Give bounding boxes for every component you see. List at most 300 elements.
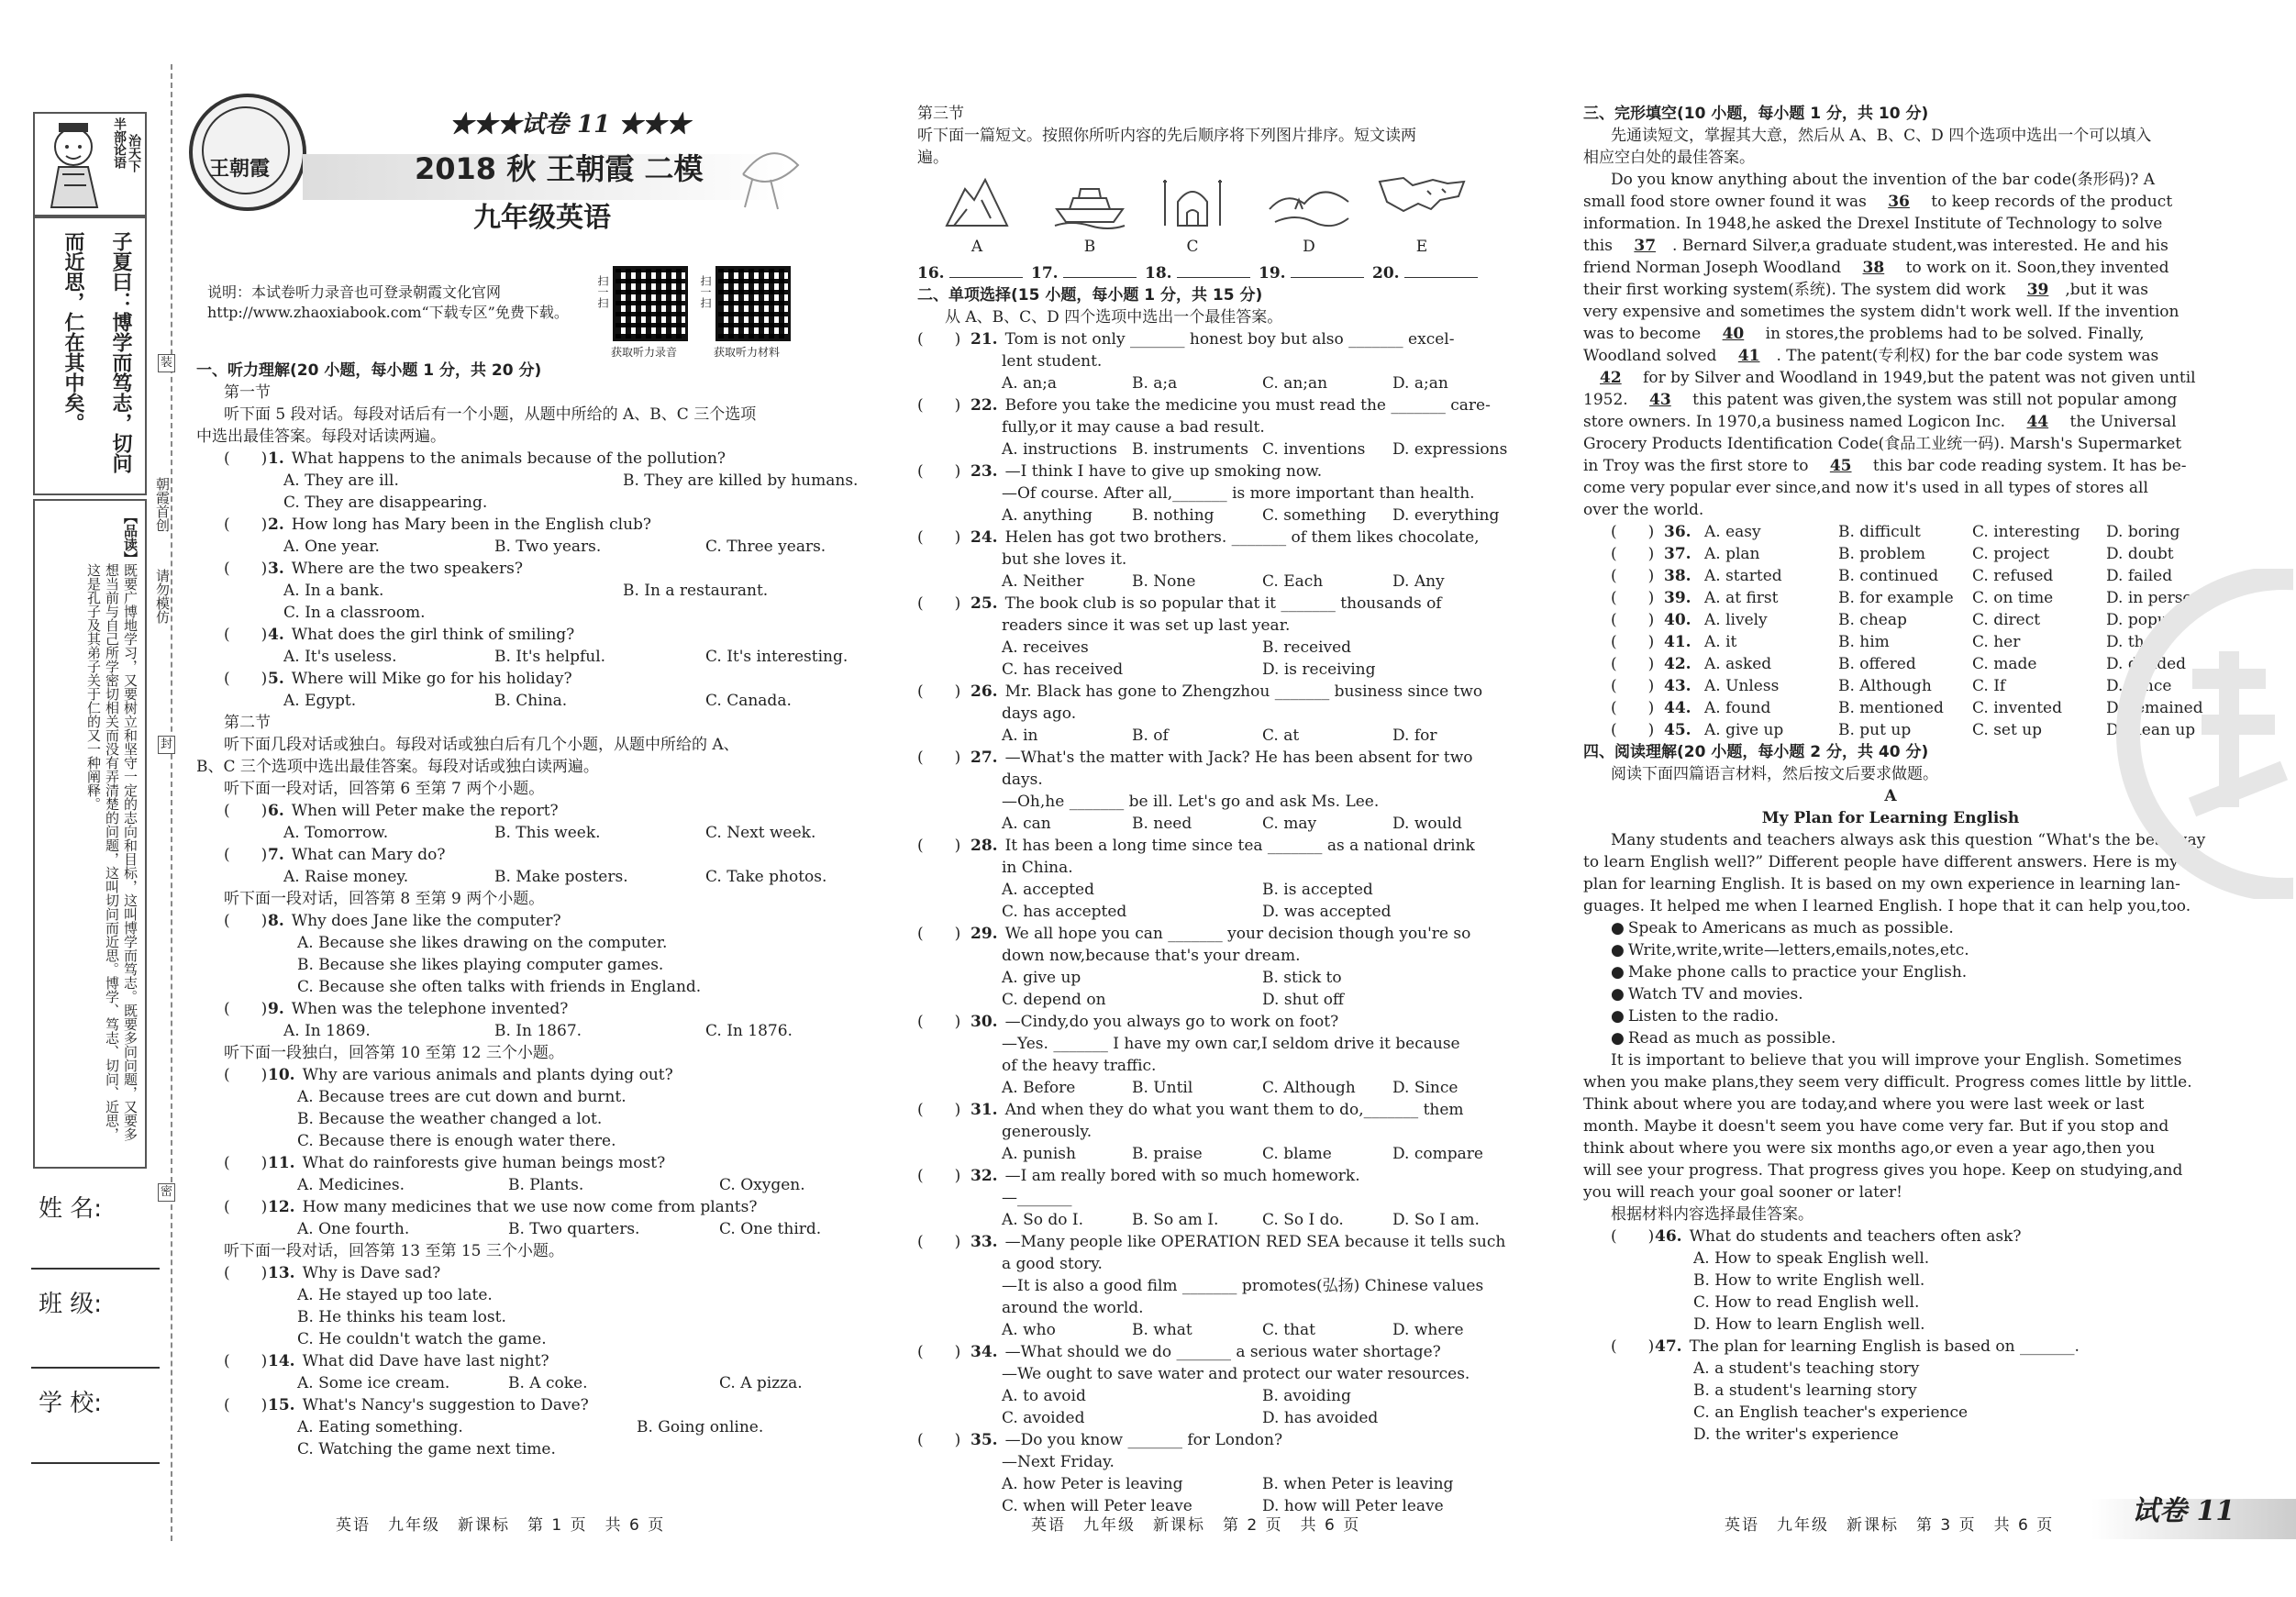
part-3-intro-1: 听下面一篇短文。按照你所听内容的先后顺序将下列图片排序。短文读两	[917, 127, 1416, 145]
question-34	[917, 1341, 1504, 1363]
q23-option[interactable]: B. nothing	[1132, 506, 1215, 525]
q8-option-c[interactable]: C. Because she often talks with friends in England.	[297, 978, 702, 996]
q32-option[interactable]: B. So am I.	[1132, 1211, 1219, 1229]
bullet-icon: ●	[1611, 941, 1625, 959]
q40-option[interactable]: A. lively	[1704, 611, 1768, 629]
q11-option-a[interactable]: A. Medicines.	[297, 1176, 405, 1194]
q43-option[interactable]: B. Although	[1838, 677, 1932, 695]
answer-paren[interactable]: ( )	[917, 1013, 961, 1031]
cloze-blank-42[interactable]: 42	[1600, 369, 1622, 387]
q39-option[interactable]: A. at first	[1704, 589, 1779, 607]
mosque-icon	[1156, 169, 1229, 229]
series-label: 半部论语	[112, 117, 127, 169]
q11-option-b[interactable]: B. Plants.	[508, 1176, 584, 1194]
q4-option-c[interactable]: C. It's interesting.	[705, 648, 849, 666]
question-stem-line: generously.	[1002, 1123, 1093, 1141]
passage-p2	[1583, 1049, 2198, 1203]
q2-option-c[interactable]: C. Three years.	[705, 538, 826, 556]
section-3-intro-1: 先通读短文，掌握其大意，然后从 A、B、C、D 四个选项中选出一个可以填入	[1611, 127, 2152, 145]
cloze-line: small food store owner found it was 36 to keep records of the product	[1583, 193, 2173, 211]
q1-option-b[interactable]: B. They are killed by humans.	[623, 471, 859, 490]
q25-option[interactable]: B. received	[1262, 638, 1352, 657]
bullet-icon: ●	[1611, 963, 1625, 981]
q34-option[interactable]: D. has avoided	[1262, 1409, 1379, 1427]
answer-paren[interactable]: ( )	[917, 1233, 961, 1251]
answer-paren[interactable]: ( )	[1611, 611, 1655, 629]
q14-option-b[interactable]: B. A coke.	[508, 1374, 588, 1392]
sidebar-header	[33, 112, 147, 216]
q35-option[interactable]: A. how Peter is leaving	[1002, 1475, 1183, 1493]
q37-option[interactable]: B. problem	[1838, 545, 1926, 563]
question-stem-line: days ago.	[1002, 704, 1077, 723]
q38-option[interactable]: B. continued	[1838, 567, 1939, 585]
part-1-intro-1: 听下面 5 段对话。每段对话后有一个小题，从题中所给的 A、B、C 三个选项	[224, 405, 757, 424]
q12-option-a[interactable]: A. One fourth.	[297, 1220, 410, 1238]
question-number: 31.	[971, 1101, 998, 1119]
logo	[189, 94, 306, 211]
qr-code-audio[interactable]	[613, 266, 688, 341]
cloze-blank-40[interactable]: 40	[1722, 325, 1745, 343]
q11-option-c[interactable]: C. Oxygen.	[719, 1176, 805, 1194]
q28-option[interactable]: A. accepted	[1002, 881, 1094, 899]
cloze-passage	[1583, 169, 2198, 521]
question-stem-line: —_______	[1002, 1189, 1072, 1207]
q38-option[interactable]: C. refused	[1972, 567, 2054, 585]
answer-paren[interactable]: ( )	[1611, 677, 1655, 695]
logo-inner	[202, 106, 290, 194]
bullet-icon: ●	[1611, 985, 1625, 1004]
q30-option[interactable]: A. Before	[1002, 1079, 1076, 1097]
q44-option[interactable]: C. invented	[1972, 699, 2062, 717]
q44-option[interactable]: D. remained	[2106, 699, 2203, 717]
mountain-icon	[945, 172, 1009, 229]
question-14: ( ) 14. What did Dave have last night?	[224, 1352, 549, 1370]
q43-option[interactable]: D. Since	[2106, 677, 2172, 695]
q34-option[interactable]: B. avoiding	[1262, 1387, 1351, 1405]
q30-option[interactable]: D. Since	[1392, 1079, 1459, 1097]
answer-paren[interactable]: ( )	[917, 1431, 961, 1449]
question-28	[917, 835, 1504, 857]
answer-paren[interactable]: ( )	[1611, 523, 1655, 541]
q35-options	[917, 1473, 1504, 1495]
q39-option[interactable]: D. in person	[2106, 589, 2202, 607]
answer-paren[interactable]: ( )	[917, 330, 961, 349]
q23-option[interactable]: D. everything	[1392, 506, 1500, 525]
question-stem: —What's the matter with Jack? He has been absent for two	[1004, 749, 1473, 767]
q45-option[interactable]: D. clean up	[2106, 721, 2196, 739]
q2-option-b[interactable]: B. Two years.	[494, 538, 602, 556]
fold-char-2: 封	[158, 736, 175, 754]
q13-option-b[interactable]: B. He thinks his team lost.	[297, 1308, 506, 1326]
answer-paren[interactable]: ( )	[917, 682, 961, 701]
q21-option[interactable]: B. a;a	[1132, 374, 1178, 393]
q34-option[interactable]: A. to avoid	[1002, 1387, 1086, 1405]
q7-option-b[interactable]: B. Make posters.	[494, 868, 628, 886]
q7-option-a[interactable]: A. Raise money.	[283, 868, 409, 886]
q40-option[interactable]: B. cheap	[1838, 611, 1907, 629]
passage-line: to learn English well?” Different people have different answers. Here is my	[1583, 853, 2179, 871]
q37-option[interactable]: A. plan	[1704, 545, 1760, 563]
school-field[interactable]	[31, 1462, 160, 1464]
q33-options	[917, 1319, 1504, 1341]
q45-option[interactable]: A. give up	[1704, 721, 1784, 739]
q5-option-c[interactable]: C. Canada.	[705, 692, 792, 710]
section-2-heading: 二、单项选择(15 小题，每小题 1 分，共 15 分)	[917, 286, 1263, 305]
class-field[interactable]	[31, 1367, 160, 1369]
q44-option[interactable]: B. mentioned	[1838, 699, 1944, 717]
q42-option[interactable]: D. divided	[2106, 655, 2187, 673]
q4-option-a[interactable]: A. It's useless.	[283, 648, 397, 666]
q15-option-b[interactable]: B. Going online.	[637, 1418, 764, 1436]
q28-option[interactable]: C. has accepted	[1002, 903, 1127, 921]
answer-paren[interactable]: ( )	[917, 528, 961, 547]
fold-char-1: 装	[158, 354, 175, 372]
q14-option-c[interactable]: C. A pizza.	[719, 1374, 803, 1392]
picture-e	[1376, 172, 1468, 258]
question-number: 21.	[971, 330, 998, 349]
question-10: ( ) 10. Why are various animals and plants dying out?	[224, 1066, 673, 1084]
question-25	[917, 593, 1504, 615]
q26-option[interactable]: B. of	[1132, 726, 1169, 745]
q14-option-a[interactable]: A. Some ice cream.	[297, 1374, 450, 1392]
q33-option[interactable]: C. that	[1262, 1321, 1315, 1339]
cloze-line: Grocery Products Identification Code(食品工业统一码). Marsh's Supermarket	[1583, 435, 2182, 453]
q22-option[interactable]: B. instruments	[1132, 440, 1249, 459]
blank-16[interactable]: 16.	[917, 262, 1031, 284]
question-stem: Tom is not only _______ honest boy but also _______ excel-	[1004, 330, 1455, 349]
answer-paren[interactable]: ( )	[1611, 545, 1655, 563]
q12-option-b[interactable]: B. Two quarters.	[508, 1220, 640, 1238]
q36-option[interactable]: D. boring	[2106, 523, 2180, 541]
q13-option-c[interactable]: C. He couldn't watch the game.	[297, 1330, 547, 1348]
q34-option[interactable]: C. avoided	[1002, 1409, 1085, 1427]
q41-option[interactable]: A. it	[1704, 633, 1737, 651]
q22-option[interactable]: D. expressions	[1392, 440, 1508, 459]
answer-paren[interactable]: ( )	[1611, 567, 1655, 585]
q21-option[interactable]: D. a;an	[1392, 374, 1448, 393]
q22-option[interactable]: A. instructions	[1002, 440, 1117, 459]
q24-option[interactable]: B. None	[1132, 572, 1196, 591]
cloze-line: 1952. 43 this patent was given,the system was still not popular among	[1583, 391, 2178, 409]
order-blanks	[917, 262, 1504, 284]
exam-title: 2018 秋 王朝霞 二模	[415, 151, 704, 186]
question-35	[917, 1429, 1504, 1451]
question-number: 42.	[1664, 655, 1691, 673]
cloze-blank-37[interactable]: 37	[1634, 237, 1657, 255]
q8-option-a[interactable]: A. Because she likes drawing on the computer.	[297, 934, 668, 952]
q40-option[interactable]: C. direct	[1972, 611, 2041, 629]
column-3	[1583, 103, 2206, 1446]
q5-option-b[interactable]: B. China.	[494, 692, 568, 710]
answer-paren[interactable]: ( )	[917, 925, 961, 943]
bullet-item	[1583, 939, 2198, 961]
question-stem: —I think I have to give up smoking now.	[1004, 462, 1323, 481]
q15-option-c[interactable]: C. Watching the game next time.	[297, 1440, 556, 1458]
q35-option[interactable]: D. how will Peter leave	[1262, 1497, 1444, 1515]
answer-paren[interactable]: ( )	[1611, 589, 1655, 607]
q28-option[interactable]: B. is accepted	[1262, 881, 1373, 899]
q27-option[interactable]: D. would	[1392, 815, 1462, 833]
name-field[interactable]	[31, 1268, 160, 1270]
cloze-blank-44[interactable]: 44	[2026, 413, 2049, 431]
question-32	[917, 1165, 1504, 1187]
q10-option-c[interactable]: C. Because there is enough water there.	[297, 1132, 616, 1150]
question-stem: Helen has got two brothers. _______ of them likes chocolate,	[1004, 528, 1480, 547]
cloze-blank-38[interactable]: 38	[1862, 259, 1885, 277]
part-3-intro-2: 遍。	[917, 149, 948, 167]
q23-option[interactable]: C. something	[1262, 506, 1367, 525]
q31-option[interactable]: A. punish	[1002, 1145, 1076, 1163]
q8-option-b[interactable]: B. Because she likes playing computer games.	[297, 956, 664, 974]
question-number: 38.	[1664, 567, 1691, 585]
passage-p1	[1583, 829, 2206, 917]
question-stem: —Cindy,do you always go to work on foot?	[1004, 1013, 1339, 1031]
q39-option[interactable]: C. on time	[1972, 589, 2054, 607]
question-5: ( ) 5. Where will Mike go for his holiday?	[224, 670, 572, 688]
picture-c-label: C	[1186, 238, 1199, 256]
answer-paren[interactable]: ( )	[917, 1101, 961, 1119]
q29-option[interactable]: B. stick to	[1262, 969, 1342, 987]
q24-option[interactable]: D. Any	[1392, 572, 1445, 591]
q22-option[interactable]: C. inventions	[1262, 440, 1366, 459]
q27-option[interactable]: C. may	[1262, 815, 1317, 833]
cloze-line: 42 for by Silver and Woodland in 1949,but the patent was not given until	[1583, 367, 2198, 389]
q12-option-c[interactable]: C. One third.	[719, 1220, 822, 1238]
q43-option[interactable]: A. Unless	[1704, 677, 1780, 695]
q47-option-c[interactable]: C. an English teacher's experience	[1693, 1403, 1969, 1422]
q41-option[interactable]: B. him	[1838, 633, 1890, 651]
blank-17[interactable]: 17.	[1031, 262, 1145, 284]
q30-option[interactable]: B. Until	[1132, 1079, 1193, 1097]
cloze-blank-41[interactable]: 41	[1737, 347, 1760, 365]
picture-b	[1053, 172, 1126, 258]
q43-option[interactable]: C. If	[1972, 677, 2006, 695]
q47-option-d[interactable]: D. the writer's experience	[1693, 1425, 1899, 1444]
part-2-intro-2: B、C 三个选项中选出最佳答案。每段对话或独白读两遍。	[196, 758, 599, 776]
q10-option-a[interactable]: A. Because trees are cut down and burnt.	[297, 1088, 627, 1106]
passage-line: guages. It helped me when I learned English. I hope that it can help you,too.	[1583, 897, 2191, 915]
q35-option[interactable]: C. when will Peter leave	[1002, 1497, 1192, 1515]
q10-option-b[interactable]: B. Because the weather changed a lot.	[297, 1110, 603, 1128]
motto-1: 朝霞首创	[154, 477, 171, 532]
q35-option[interactable]: B. when Peter is leaving	[1262, 1475, 1454, 1493]
dialogue-1-intro: 听下面一段对话，回答第 6 至第 7 两个小题。	[224, 780, 545, 798]
answer-paren[interactable]: ( )	[917, 594, 961, 613]
q2-options	[196, 536, 826, 558]
cloze-question-36	[1583, 521, 2198, 543]
question-number: 41.	[1664, 633, 1691, 651]
q25-option[interactable]: A. receives	[1002, 638, 1089, 657]
q21-option[interactable]: A. an;a	[1002, 374, 1058, 393]
q5-option-a[interactable]: A. Egypt.	[283, 692, 357, 710]
q28-option[interactable]: D. was accepted	[1262, 903, 1392, 921]
q33-option[interactable]: A. who	[1002, 1321, 1056, 1339]
section-4-heading: 四、阅读理解(20 小题，每小题 2 分，共 40 分)	[1583, 743, 1929, 761]
q30-option[interactable]: C. Although	[1262, 1079, 1356, 1097]
q36-option[interactable]: A. easy	[1704, 523, 1761, 541]
q6-option-a[interactable]: A. Tomorrow.	[283, 824, 389, 842]
q29-option[interactable]: C. depend on	[1002, 991, 1106, 1009]
section-2-intro: 从 A、B、C、D 四个选项中选出一个最佳答案。	[945, 308, 1283, 327]
question-stem: We all hope you can _______ your decision though you're so	[1004, 925, 1471, 943]
answer-paren[interactable]: ( )	[917, 462, 961, 481]
passage-line: you will reach your goal sooner or later!	[1583, 1183, 1902, 1202]
q24-option[interactable]: C. Each	[1262, 572, 1324, 591]
question-stem-line: days.	[1002, 771, 1043, 789]
question-number: 30.	[971, 1013, 998, 1031]
q23-option[interactable]: A. anything	[1002, 506, 1093, 525]
cloze-line: was to become 40 in stores,the problems had to be solved. Finally,	[1583, 325, 2145, 343]
answer-paren[interactable]: ( )	[917, 749, 961, 767]
q37-option[interactable]: C. project	[1972, 545, 2050, 563]
q3-option-c[interactable]: C. In a classroom.	[283, 604, 426, 622]
quote-line-1: 子夏曰：博学而笃志，切问	[109, 231, 132, 473]
paper-number: ★★★试卷 11 ★★★	[449, 111, 691, 139]
question-number: 25.	[971, 594, 998, 613]
question-stem-line: around the world.	[1002, 1299, 1144, 1317]
q36-option[interactable]: B. difficult	[1838, 523, 1921, 541]
cloze-blank-36[interactable]: 36	[1888, 193, 1910, 211]
q31-option[interactable]: C. blame	[1262, 1145, 1332, 1163]
q29-option[interactable]: D. shut off	[1262, 991, 1345, 1009]
q21-option[interactable]: C. an;an	[1262, 374, 1328, 393]
ribbon-decoration	[734, 138, 807, 211]
q44-option[interactable]: A. found	[1704, 699, 1771, 717]
fold-char-3: 密	[158, 1183, 175, 1202]
q32-option[interactable]: C. So I do.	[1262, 1211, 1344, 1229]
question-stem: Before you take the medicine you must read the _______ care-	[1004, 396, 1491, 415]
q32-option[interactable]: A. So do I.	[1002, 1211, 1084, 1229]
cloze-blank-39[interactable]: 39	[2026, 281, 2049, 299]
q37-option[interactable]: D. doubt	[2106, 545, 2174, 563]
answer-paren[interactable]: ( )	[917, 837, 961, 855]
cloze-blank-45[interactable]: 45	[1829, 457, 1852, 475]
question-number: 37.	[1664, 545, 1691, 563]
q36-option[interactable]: C. interesting	[1972, 523, 2080, 541]
q42-option[interactable]: A. asked	[1704, 655, 1772, 673]
q9-option-a[interactable]: A. In 1869.	[283, 1022, 371, 1040]
q33-option[interactable]: B. what	[1132, 1321, 1192, 1339]
q23-options	[917, 505, 1504, 527]
question-number: 28.	[971, 837, 998, 855]
q46-option-b[interactable]: B. How to write English well.	[1693, 1271, 1925, 1290]
cloze-line: this 37 . Bernard Silver,a graduate student,was interested. He and his	[1583, 237, 2168, 255]
q3-option-a[interactable]: A. In a bank.	[283, 582, 384, 600]
q38-option[interactable]: D. failed	[2106, 567, 2173, 585]
class-label: 班 级:	[39, 1291, 103, 1318]
blank-19[interactable]: 19.	[1259, 262, 1372, 284]
q25-option[interactable]: C. has received	[1002, 660, 1124, 679]
q6-option-b[interactable]: B. This week.	[494, 824, 601, 842]
q15-option-a[interactable]: A. Eating something.	[297, 1418, 463, 1436]
q26-option[interactable]: C. at	[1262, 726, 1300, 745]
answer-paren[interactable]: ( )	[917, 1343, 961, 1361]
question-stem: Mr. Black has gone to Zhengzhou _______ business since two	[1004, 682, 1483, 701]
q22-options	[917, 438, 1508, 460]
q7-options	[196, 866, 827, 888]
bullet-text: Write,write,write—letters,emails,notes,etc.	[1627, 941, 1969, 959]
q46-option-d[interactable]: D. How to learn English well.	[1693, 1315, 1925, 1334]
answer-paren[interactable]: ( )	[917, 1167, 961, 1185]
q29-options	[917, 989, 1504, 1011]
answer-paren[interactable]: ( )	[1611, 699, 1655, 717]
question-29	[917, 923, 1504, 945]
blank-18[interactable]: 18.	[1145, 262, 1259, 284]
cloze-question-40	[1583, 609, 2198, 631]
q2-option-a[interactable]: A. One year.	[283, 538, 380, 556]
dialogue-2-intro: 听下面一段对话，回答第 8 至第 9 两个小题。	[224, 890, 545, 908]
q34-options	[917, 1385, 1504, 1407]
section-3-heading: 三、完形填空(10 小题，每小题 1 分，共 10 分)	[1583, 105, 1929, 123]
q13-option-a[interactable]: A. He stayed up too late.	[297, 1286, 493, 1304]
q42-option[interactable]: B. offered	[1838, 655, 1916, 673]
qr-code-material[interactable]	[715, 266, 791, 341]
question-46: ( ) 46. What do students and teachers often ask?	[1611, 1227, 2022, 1246]
part-3-label: 第三节	[917, 105, 964, 123]
blank-20[interactable]: 20.	[1372, 262, 1486, 284]
q45-option[interactable]: B. put up	[1838, 721, 1912, 739]
answer-paren[interactable]: ( )	[917, 396, 961, 415]
cloze-question-38	[1583, 565, 2198, 587]
confucius-cartoon-icon	[39, 119, 112, 211]
q42-option[interactable]: C. made	[1972, 655, 2037, 673]
bullet-item	[1583, 1027, 2198, 1049]
q38-option[interactable]: A. started	[1704, 567, 1782, 585]
q45-option[interactable]: C. set up	[1972, 721, 2043, 739]
q39-option[interactable]: B. for example	[1838, 589, 1954, 607]
q27-option[interactable]: B. need	[1132, 815, 1192, 833]
qr-side-1: 扫一扫	[596, 275, 609, 308]
q31-option[interactable]: D. compare	[1392, 1145, 1483, 1163]
question-3: ( ) 3. Where are the two speakers?	[224, 560, 523, 578]
q3-options-2	[196, 602, 820, 624]
q9-option-b[interactable]: B. In 1867.	[494, 1022, 582, 1040]
q31-option[interactable]: B. praise	[1132, 1145, 1203, 1163]
q47-option-a[interactable]: A. a student's teaching story	[1693, 1359, 1920, 1378]
q33-option[interactable]: D. where	[1392, 1321, 1464, 1339]
q25-option[interactable]: D. is receiving	[1262, 660, 1376, 679]
question-stem: And when they do what you want them to do,_______ them	[1004, 1101, 1464, 1119]
q26-option[interactable]: D. for	[1392, 726, 1437, 745]
q41-option[interactable]: C. her	[1972, 633, 2021, 651]
question-33	[917, 1231, 1504, 1253]
q4-option-b[interactable]: B. It's helpful.	[494, 648, 606, 666]
cloze-blank-43[interactable]: 43	[1649, 391, 1671, 409]
answer-paren[interactable]: ( )	[1611, 633, 1655, 651]
q6-option-c[interactable]: C. Next week.	[705, 824, 816, 842]
q24-option[interactable]: A. Neither	[1002, 572, 1084, 591]
q41-option[interactable]: D. them	[2106, 633, 2168, 651]
q9-option-c[interactable]: C. In 1876.	[705, 1022, 793, 1040]
q29-option[interactable]: A. give up	[1002, 969, 1081, 987]
q1-option-c[interactable]: C. They are disappearing.	[283, 494, 488, 512]
q27-option[interactable]: A. can	[1002, 815, 1051, 833]
q32-options	[917, 1209, 1504, 1231]
q1-option-a[interactable]: A. They are ill.	[283, 471, 399, 490]
answer-paren[interactable]: ( )	[1611, 721, 1655, 739]
q32-option[interactable]: D. So I am.	[1392, 1211, 1480, 1229]
q40-option[interactable]: D. popular	[2106, 611, 2190, 629]
answer-paren[interactable]: ( )	[1611, 655, 1655, 673]
q46-option-a[interactable]: A. How to speak English well.	[1693, 1249, 1930, 1268]
q7-option-c[interactable]: C. Take photos.	[705, 868, 827, 886]
q47-option-b[interactable]: B. a student's learning story	[1693, 1381, 1917, 1400]
question-stem-line: fully,or it may cause a bad result.	[1002, 418, 1265, 437]
q26-option[interactable]: A. in	[1002, 726, 1038, 745]
q46-option-c[interactable]: C. How to read English well.	[1693, 1293, 1920, 1312]
q3-option-b[interactable]: B. In a restaurant.	[623, 582, 769, 600]
cloze-question-45	[1583, 719, 2198, 741]
